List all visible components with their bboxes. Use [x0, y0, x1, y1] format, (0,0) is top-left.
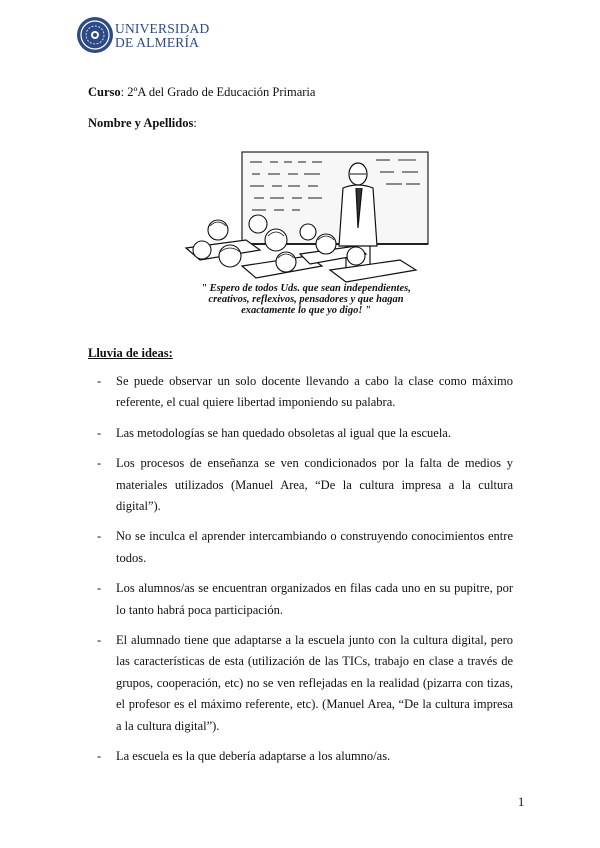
list-item: [88, 371, 513, 414]
logo-line-1: UNIVERSIDAD: [115, 21, 210, 36]
list-dash: -: [97, 425, 102, 440]
university-seal-icon: [75, 13, 115, 57]
nombre-label: Nombre y Apellidos: [88, 116, 194, 130]
list-dash: -: [97, 456, 102, 471]
logo-line-2: DE ALMERÍA: [115, 35, 200, 50]
list-dash: -: [97, 529, 102, 544]
list-dash: -: [97, 749, 102, 764]
list-dash: -: [97, 374, 102, 388]
list-item-text: El alumnado tiene que adaptarse a la escuela junto con la cultura digital, pero las características de esta (utilización de las TICs, trabajo en clase a través de grupos, cooperación, etc) no se ven reflejadas en la realidad (pizarra con tizas, el profesor es el máximo referente, etc). (Manuel Area, “De la cultura impresa a la cultura digital”).: [116, 633, 513, 733]
list-item: [88, 423, 513, 444]
nombre-line: [88, 116, 197, 131]
list-item-text: Las metodologías se han quedado obsoletas al igual que la escuela.: [116, 425, 451, 440]
curso-label: Curso: [88, 85, 121, 99]
list-item: [88, 630, 513, 737]
list-item-text: Los alumnos/as se encuentran organizados en filas cada uno en su pupitre, por lo tanto habrá poca participación.: [116, 581, 513, 617]
list-dash: -: [97, 581, 102, 596]
section-heading: Lluvia de ideas:: [88, 346, 173, 360]
list-item: [88, 526, 513, 569]
list-item: [88, 746, 513, 767]
nombre-suffix: :: [193, 116, 197, 130]
curso-line: [88, 85, 315, 100]
list-item-text: Se puede observar un solo docente llevando a cabo la clase como máximo referente, el cual quiere libertad imponiendo su palabra.: [116, 374, 513, 410]
university-logo: [75, 13, 235, 59]
cartoon-caption: " Espero de todos Uds. que sean independientes, creativos, reflexivos, pensadores y que hagan exactamente lo que yo digo! ": [201, 283, 411, 316]
page-number: 1: [518, 795, 525, 809]
ideas-list: [88, 371, 513, 777]
list-dash: -: [97, 633, 102, 648]
list-item-text: Los procesos de enseñanza se ven condicionados por la falta de medios y materiales utilizados (Manuel Area, “De la cultura impresa a la cultura digital”).: [116, 456, 513, 514]
list-item: [88, 578, 513, 621]
curso-value: : 2ºA del Grado de Educación Primaria: [120, 85, 316, 99]
list-item: [88, 453, 513, 517]
list-item-text: La escuela es la que debería adaptarse a los alumno/as.: [116, 749, 391, 764]
university-name: [115, 22, 209, 50]
list-item-text: No se inculca el aprender intercambiando o construyendo conocimientos entre todos.: [116, 529, 513, 565]
